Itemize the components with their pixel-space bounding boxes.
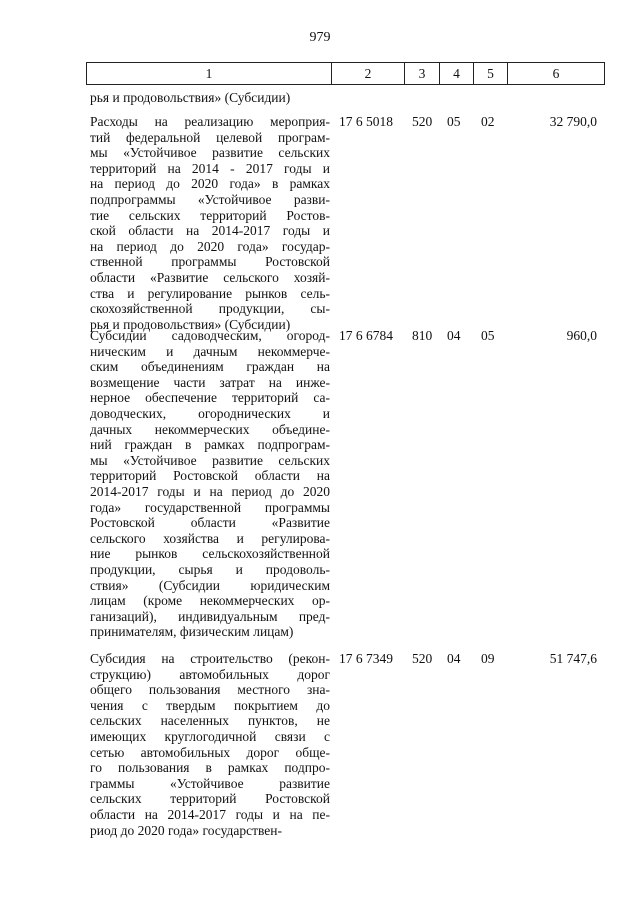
description-line: чения с твердым покрытием до	[90, 697, 330, 713]
column-header-4: 4	[440, 63, 474, 85]
description-line: рья и продовольствия» (Субсидии)	[90, 316, 291, 332]
description-line: на период до 2020 года» государ-	[90, 238, 330, 254]
row-description	[90, 114, 330, 332]
description-line: ственной программы Ростовской	[90, 254, 330, 270]
description-line: скохозяйственной продукции, сы-	[90, 301, 330, 317]
expense-type-code: 520	[412, 114, 433, 129]
column-header-6: 6	[508, 63, 605, 85]
subsection-code: 02	[481, 114, 495, 129]
amount: 32 790,0	[549, 114, 597, 129]
description-line: продукции, сырья и продоволь-	[90, 561, 330, 577]
row-description	[90, 328, 330, 640]
description-line: лицам (кроме некоммерческих ор-	[90, 593, 330, 609]
continued-description: рья и продовольствия» (Субсидии)	[90, 90, 291, 105]
subsection-code: 05	[481, 328, 495, 343]
description-line: Расходы на реализацию мероприя-	[90, 114, 330, 129]
column-header-row	[87, 63, 605, 85]
description-line: тие сельских территорий Ростов-	[90, 207, 330, 223]
description-line: на период до 2020 года» в рамках	[90, 176, 330, 192]
description-line: сельских территорий Ростовской	[90, 791, 330, 807]
description-line: года» государственной программы	[90, 499, 330, 515]
description-line: подпрограммы «Устойчивое разви-	[90, 191, 330, 207]
description-line: имеющих круглогодичной связи с	[90, 728, 330, 744]
subsection-code: 09	[481, 651, 495, 666]
column-header-table	[86, 62, 605, 85]
row-description	[90, 651, 330, 838]
target-article-code: 17 6 6784	[339, 328, 393, 343]
description-line: ским объединениям граждан на	[90, 359, 330, 375]
section-code: 04	[447, 651, 461, 666]
target-article-code: 17 6 7349	[339, 651, 393, 666]
amount: 960,0	[566, 328, 597, 343]
description-line: принимателям, физическим лицам)	[90, 624, 294, 640]
description-line: сетью автомобильных дорог обще-	[90, 744, 330, 760]
description-line: Ростовской области «Развитие	[90, 515, 330, 531]
expense-type-code: 520	[412, 651, 433, 666]
description-line: граммы «Устойчивое развитие	[90, 775, 330, 791]
description-line: ний граждан в рамках подпрограм-	[90, 437, 330, 453]
column-header-3: 3	[405, 63, 440, 85]
description-line: ской области на 2014-2017 годы и	[90, 223, 330, 239]
description-line: области «Развитие сельского хозяй-	[90, 269, 330, 285]
description-line: сельского хозяйства и регулирова-	[90, 530, 330, 546]
column-header-1: 1	[87, 63, 332, 85]
section-code: 05	[447, 114, 461, 129]
description-line: общего пользования местного зна-	[90, 682, 330, 698]
description-line: территорий на 2014 - 2017 годы и	[90, 160, 330, 176]
expense-type-code: 810	[412, 328, 433, 343]
description-line: Субсидии садоводческим, огород-	[90, 328, 330, 343]
description-line: ганизаций), индивидуальным пред-	[90, 608, 330, 624]
description-line: ние рынков сельскохозяйственной	[90, 546, 330, 562]
description-line: доводческих, огороднических и	[90, 405, 330, 421]
description-line: ствия» (Субсидии юридическим	[90, 577, 330, 593]
description-line: мы «Устойчивое развитие сельских	[90, 145, 330, 161]
description-line: тий федеральной целевой програм-	[90, 129, 330, 145]
description-line: возмещение части затрат на инже-	[90, 374, 330, 390]
page-number: 979	[309, 30, 331, 45]
description-line: сельских населенных пунктов, не	[90, 713, 330, 729]
description-line: дачных некоммерческих объедине-	[90, 421, 330, 437]
description-line: ства и регулирование рынков сель-	[90, 285, 330, 301]
description-line: риод до 2020 года» государствен-	[90, 822, 283, 838]
description-line: го пользования в рамках подпро-	[90, 760, 330, 776]
description-line: струкцию) автомобильных дорог	[90, 666, 330, 682]
column-header-2: 2	[332, 63, 405, 85]
section-code: 04	[447, 328, 461, 343]
description-line: мы «Устойчивое развитие сельских	[90, 452, 330, 468]
description-line: нерное обеспечение территорий са-	[90, 390, 330, 406]
description-line: 2014-2017 годы и на период до 2020	[90, 483, 330, 499]
target-article-code: 17 6 5018	[339, 114, 393, 129]
description-line: Субсидия на строительство (рекон-	[90, 651, 330, 666]
description-line: области на 2014-2017 годы и на пе-	[90, 806, 330, 822]
column-header-5: 5	[474, 63, 508, 85]
amount: 51 747,6	[549, 651, 597, 666]
description-line: территорий Ростовской области на	[90, 468, 330, 484]
description-line: ническим и дачным некоммерче-	[90, 343, 330, 359]
